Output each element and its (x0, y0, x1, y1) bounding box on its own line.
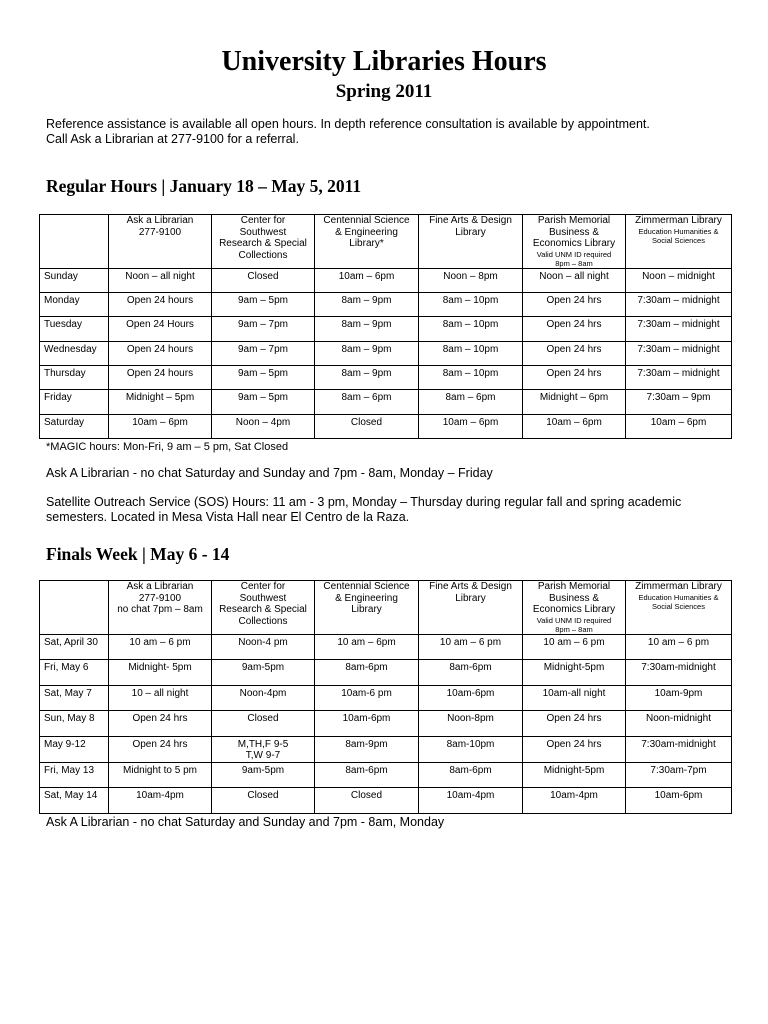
hours-cell: 8am – 9pm (315, 366, 419, 390)
hours-cell: Midnight – 6pm (523, 390, 626, 414)
hours-cell: Noon-midnight (626, 711, 732, 737)
hours-cell: Midnight-5pm (523, 762, 626, 788)
hours-cell: 9am – 5pm (212, 292, 315, 316)
column-header-line: Library (351, 604, 382, 615)
table-row (40, 660, 732, 686)
hours-cell: 8am – 6pm (419, 390, 523, 414)
column-header-line: Zimmerman Library (635, 215, 722, 226)
hours-cell: 10am – 6pm (315, 268, 419, 292)
column-header-line: Library (455, 226, 486, 238)
column-header (212, 581, 315, 635)
hours-cell: Noon – all night (523, 268, 626, 292)
column-header-note: Social Sciences (652, 601, 705, 611)
hours-cell: 9am-5pm (212, 660, 315, 686)
column-header-note: Valid UNM ID required (536, 615, 612, 625)
hours-cell: Closed (212, 711, 315, 737)
sos-hours-text (46, 495, 746, 525)
hours-cell: 9am – 7pm (212, 317, 315, 341)
magic-hours-footnote: *MAGIC hours: Mon-Fri, 9 am – 5 pm, Sat Closed (46, 441, 289, 453)
hours-cell: 10am – 6pm (523, 414, 626, 438)
table-row (40, 762, 732, 788)
hours-cell: 9am – 7pm (212, 341, 315, 365)
day-label: May 9-12 (40, 736, 109, 762)
hours-cell: 7:30am – midnight (626, 317, 732, 341)
hours-cell: Open 24 hrs (523, 366, 626, 390)
column-header-line: 277-9100 (138, 226, 182, 238)
column-header-note: Education Humanities & (638, 592, 719, 602)
hours-cell: 9am – 5pm (212, 390, 315, 414)
column-header-note: 8pm – 8am (555, 624, 593, 634)
day-label: Sun, May 8 (40, 711, 109, 737)
intro-line-2: Call Ask a Librarian at 277-9100 for a referral. (46, 132, 299, 146)
regular-hours-table (39, 214, 732, 439)
hours-cell: 10am-all night (523, 685, 626, 711)
table-row (40, 685, 732, 711)
header-blank-cell (40, 581, 109, 635)
column-header-line: Research & Special (219, 604, 307, 615)
hours-cell: 8am-6pm (315, 660, 419, 686)
hours-cell: 10am-6 pm (315, 685, 419, 711)
hours-cell: Open 24 hours (109, 341, 212, 365)
hours-cell: Closed (212, 268, 315, 292)
table-row (40, 317, 732, 341)
column-header-line: Collections (238, 249, 288, 261)
hours-cell: Noon – all night (109, 268, 212, 292)
column-header (212, 215, 315, 269)
day-label: Wednesday (40, 341, 109, 365)
hours-cell: 10 am – 6 pm (419, 634, 523, 660)
hours-cell: 10am – 6pm (419, 414, 523, 438)
hours-cell: Open 24 hrs (109, 711, 212, 737)
column-header-note: Social Sciences (652, 235, 705, 245)
day-label: Thursday (40, 366, 109, 390)
hours-cell: 8am-6pm (315, 762, 419, 788)
hours-cell: Open 24 hrs (523, 711, 626, 737)
hours-cell: 8am – 9pm (315, 341, 419, 365)
hours-cell: Noon-4pm (212, 685, 315, 711)
hours-cell: Noon – 8pm (419, 268, 523, 292)
hours-cell: 8am – 9pm (315, 292, 419, 316)
page-subtitle: Spring 2011 (335, 81, 433, 102)
hours-cell: 8am – 10pm (419, 317, 523, 341)
column-header-line: Southwest (239, 592, 287, 604)
sos-line-2: semesters. Located in Mesa Vista Hall near El Centro de la Raza. (46, 510, 410, 524)
column-header (523, 581, 626, 635)
column-header (523, 215, 626, 269)
hours-cell: 10am-9pm (626, 685, 732, 711)
hours-cell: 7:30am – 9pm (626, 390, 732, 414)
hours-cell: 10 am – 6 pm (523, 634, 626, 660)
regular-hours-heading: Regular Hours | January 18 – May 5, 2011 (46, 176, 362, 196)
column-header-line: Center for (240, 581, 286, 592)
hours-cell: 7:30am-7pm (626, 762, 732, 788)
column-header-line: Library (455, 592, 486, 604)
hours-cell: 8am – 10pm (419, 292, 523, 316)
table-row (40, 390, 732, 414)
column-header-line: Economics Library (532, 604, 616, 615)
hours-cell: Closed (315, 414, 419, 438)
column-header-line: Ask a Librarian (126, 215, 194, 226)
hours-cell: 10 am – 6 pm (109, 634, 212, 660)
column-header-line: & Engineering (335, 226, 398, 238)
hours-cell: 7:30am – midnight (626, 366, 732, 390)
day-label: Fri, May 6 (40, 660, 109, 686)
hours-cell: Noon – 4pm (212, 414, 315, 438)
table-row (40, 268, 732, 292)
day-label: Sat, April 30 (40, 634, 109, 660)
column-header-note: 8pm – 8am (555, 258, 593, 268)
column-header-line: Ask a Librarian (126, 581, 194, 592)
column-header (626, 581, 732, 635)
table-row (40, 788, 732, 814)
hours-cell: Midnight to 5 pm (109, 762, 212, 788)
day-label: Saturday (40, 414, 109, 438)
column-header (109, 581, 212, 635)
hours-cell: Open 24 hrs (523, 736, 626, 762)
table-row (40, 414, 732, 438)
column-header-line: & Engineering (335, 592, 398, 604)
hours-cell: 10am-4pm (419, 788, 523, 814)
hours-cell: 8am-6pm (419, 660, 523, 686)
hours-cell: Open 24 hrs (109, 736, 212, 762)
column-header-note: Valid UNM ID required (536, 249, 612, 259)
day-label: Sat, May 7 (40, 685, 109, 711)
hours-cell: Midnight-5pm (523, 660, 626, 686)
column-header-note: Education Humanities & (638, 226, 719, 236)
column-header (315, 215, 419, 269)
hours-cell: Closed (315, 788, 419, 814)
hours-cell: 7:30am – midnight (626, 292, 732, 316)
hours-cell: 8am-6pm (419, 762, 523, 788)
hours-cell: Open 24 hrs (523, 341, 626, 365)
day-label: Fri, May 13 (40, 762, 109, 788)
column-header-line: Zimmerman Library (635, 581, 722, 592)
hours-cell: 10 am – 6pm (315, 634, 419, 660)
day-label: Tuesday (40, 317, 109, 341)
table-row (40, 736, 732, 762)
day-label: Monday (40, 292, 109, 316)
column-header-line: Centennial Science (323, 581, 410, 592)
table-row (40, 366, 732, 390)
hours-cell: 8am-10pm (419, 736, 523, 762)
hours-cell: 7:30am – midnight (626, 341, 732, 365)
hours-cell: Open 24 hrs (523, 317, 626, 341)
column-header (315, 581, 419, 635)
column-header-line: Library* (349, 238, 384, 249)
column-header-line: Research & Special (219, 238, 307, 249)
column-header-line: Centennial Science (323, 215, 410, 226)
hours-cell: Closed (212, 788, 315, 814)
column-header-line: Economics Library (532, 238, 616, 249)
day-label: Sat, May 14 (40, 788, 109, 814)
hours-cell: Open 24 Hours (109, 317, 212, 341)
column-header (419, 581, 523, 635)
hours-cell: Noon – midnight (626, 268, 732, 292)
finals-week-heading: Finals Week | May 6 - 14 (46, 544, 230, 564)
column-header-line: Business & (548, 592, 600, 604)
column-header-line: no chat 7pm – 8am (117, 604, 203, 615)
column-header-line: 277-9100 (138, 592, 182, 604)
column-header-line: Parish Memorial (537, 581, 611, 592)
column-header-line: Southwest (239, 226, 287, 238)
hours-cell: 7:30am-midnight (626, 660, 732, 686)
hours-cell: 8am – 10pm (419, 341, 523, 365)
hours-cell: 7:30am-midnight (626, 736, 732, 762)
page-title: University Libraries Hours (221, 46, 547, 77)
intro-line-1: Reference assistance is available all open hours. In depth reference consultation is available by appointment. (46, 117, 650, 131)
column-header-line: Collections (238, 615, 288, 627)
hours-cell: Noon-8pm (419, 711, 523, 737)
hours-cell: 8am – 6pm (315, 390, 419, 414)
column-header (109, 215, 212, 269)
table-row (40, 634, 732, 660)
ask-librarian-note-regular: Ask A Librarian - no chat Saturday and Sunday and 7pm - 8am, Monday – Friday (46, 466, 493, 480)
hours-cell: Open 24 hours (109, 292, 212, 316)
sos-line-1: Satellite Outreach Service (SOS) Hours: 11 am - 3 pm, Monday – Thursday during regular fall and spring academic (46, 495, 682, 509)
hours-cell: 10 am – 6 pm (626, 634, 732, 660)
column-header (419, 215, 523, 269)
hours-cell: 10am-4pm (109, 788, 212, 814)
table-row (40, 292, 732, 316)
hours-cell: 10am-6pm (315, 711, 419, 737)
header-row (40, 215, 732, 269)
hours-cell: 10am-6pm (626, 788, 732, 814)
hours-cell: 10am – 6pm (626, 414, 732, 438)
day-label: Friday (40, 390, 109, 414)
hours-cell: Open 24 hours (109, 366, 212, 390)
header-blank-cell (40, 215, 109, 269)
hours-cell: M,TH,F 9-5 T,W 9-7 (212, 736, 315, 762)
hours-cell: 10 – all night (109, 685, 212, 711)
day-label: Sunday (40, 268, 109, 292)
hours-cell: 8am – 10pm (419, 366, 523, 390)
column-header (626, 215, 732, 269)
column-header-line: Center for (240, 215, 286, 226)
hours-cell: 8am-9pm (315, 736, 419, 762)
hours-cell: 10am – 6pm (109, 414, 212, 438)
header-row (40, 581, 732, 635)
column-header-line: Fine Arts & Design (429, 581, 512, 592)
hours-cell: 9am-5pm (212, 762, 315, 788)
hours-cell: Midnight- 5pm (109, 660, 212, 686)
hours-cell: Midnight – 5pm (109, 390, 212, 414)
hours-cell: 9am – 5pm (212, 366, 315, 390)
hours-cell: Open 24 hrs (523, 292, 626, 316)
hours-cell: 10am-6pm (419, 685, 523, 711)
table-row (40, 341, 732, 365)
column-header-line: Business & (548, 226, 600, 238)
ask-librarian-note-finals: Ask A Librarian - no chat Saturday and Sunday and 7pm - 8am, Monday (46, 815, 445, 829)
column-header-line: Parish Memorial (537, 215, 611, 226)
hours-cell: 8am – 9pm (315, 317, 419, 341)
intro-text (46, 117, 746, 147)
hours-cell: Noon-4 pm (212, 634, 315, 660)
hours-cell: 10am-4pm (523, 788, 626, 814)
finals-week-table (39, 580, 732, 814)
column-header-line: Fine Arts & Design (429, 215, 512, 226)
table-row (40, 711, 732, 737)
